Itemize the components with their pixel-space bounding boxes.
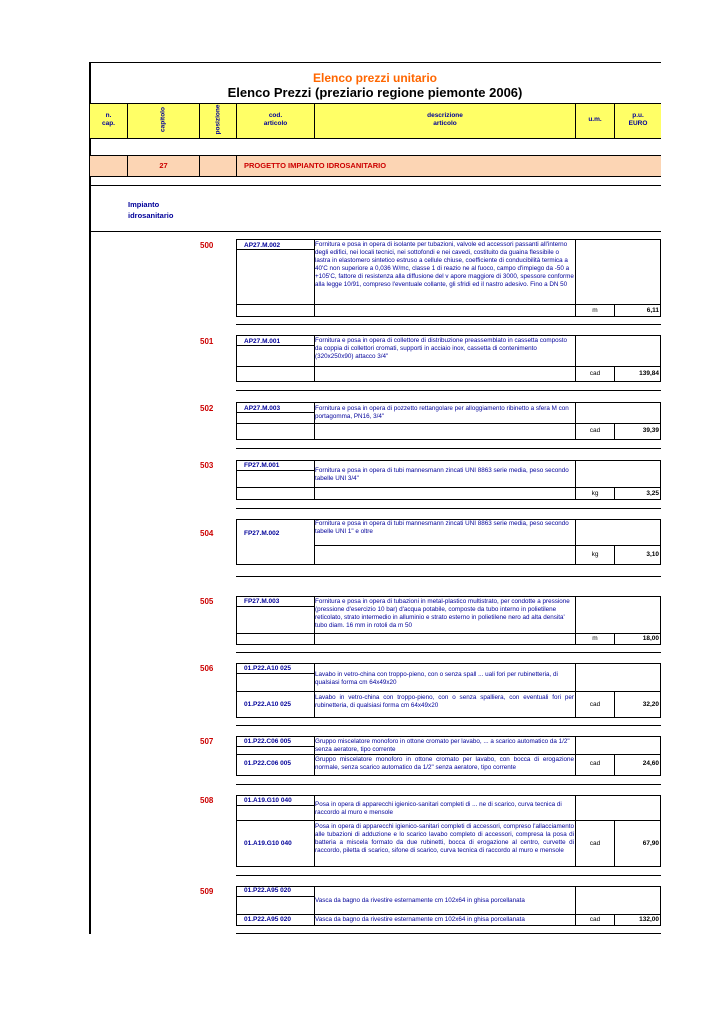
- item-unit: cad: [589, 427, 601, 434]
- row-line: [236, 508, 661, 509]
- item-number: 507: [200, 737, 214, 746]
- item-description: Fornitura e posa in opera di isolante per tubazioni, valvole ed accessori passanti all'interno degli edifici, nei locali tecnici, nei sottofondi e nei cavedi, costituito da guaina flessibile o lastra in elastomero sintetico estruso a cellule chiuse, coefficiente di conducibilità termica a 40'C non superiore a 0,036 W/mc, classe 1 di reazio ne al fuoco, campo d'impiego da -50 a +105'C, fattore di resistenza alla diffusione del v apore maggiore di 3000, spessore conforme alla legge 10/91, compreso l'eventuale collante, gli sfridi ed il nastro adesivo. Fino a DN 50: [315, 241, 574, 289]
- row-line: [236, 746, 314, 747]
- row-line: [236, 933, 661, 934]
- item-description: Fornitura e posa in opera di pozzetto rettangolare per alloggiamento ribinetto a sfera M con portagomma, PN16, 3/4": [315, 405, 569, 421]
- row-line: [236, 487, 661, 488]
- item-code: AP27.M.002: [244, 242, 281, 249]
- item-description: Fornitura e posa in opera di tubi mannesmann zincati UNI 8863 serie media, peso secondo tabelle UNI 3/4": [315, 467, 569, 483]
- col-line: [575, 795, 576, 867]
- row-line: [89, 231, 661, 232]
- item-price: 3,10: [646, 551, 659, 558]
- item-number: 508: [200, 796, 214, 805]
- row-line: [236, 875, 661, 876]
- item-description: Fornitura e posa in opera di collettore di distribuzione preassemblato in cassetta composto da coppia di collettori cromati, supporti in acciaio inox, cassetta di contenimento (320x250x90) attacco 3/4": [315, 337, 568, 361]
- header-cod: cod. articolo: [263, 112, 288, 127]
- row-line: [236, 448, 661, 449]
- header-capitolo: capitolo: [159, 107, 167, 132]
- col-line: [575, 402, 576, 440]
- category-label: Impianto idrosanitario: [128, 200, 174, 220]
- col-line: [575, 736, 576, 776]
- page-top-border: [89, 62, 661, 63]
- row-line: [236, 633, 661, 634]
- item-unit: cad: [589, 840, 601, 847]
- row-line: [236, 725, 661, 726]
- item-price: 132,00: [639, 916, 659, 923]
- item-code: AP27.M.001: [244, 338, 281, 345]
- header-ncap: n. cap.: [101, 112, 115, 127]
- row-line: [236, 249, 314, 250]
- row-line: [236, 324, 661, 325]
- item-code: 01.P22.A10 025: [244, 665, 291, 672]
- item-description: Posa in opera di apparecchi igienico-sanitari completi di accessori, compreso l'allacciamento alle tubazioni di adduzione e lo scarico lavabo completo di accessori, compresa la posa di batteria a miscela formato da due rubinetti, bocca di erogazione al centro, curvette di raccordo, piletta di scarico, sifone di scarico, curva tecnica di raccordo al muro e mensole: [315, 823, 574, 855]
- item-code: FP27.M.003: [244, 598, 280, 605]
- row-line: [236, 652, 661, 653]
- item-code: FP27.M.001: [244, 462, 280, 469]
- item-code: 01.P22.A95 020: [244, 887, 291, 894]
- item-code-detail: 01.P22.C06 005: [244, 760, 291, 767]
- page-subtitle: Elenco Prezzi (preziario regione piemonte 2006): [227, 85, 523, 100]
- row-line: [236, 423, 661, 424]
- item-price: 32,20: [642, 701, 659, 708]
- item-unit: kg: [591, 490, 599, 497]
- item-description-short: Gruppo miscelatore monoforo in ottone cromato per lavabo, ... a scarico automatico da 1/2" senza aeratore, tipo corrente: [315, 738, 570, 754]
- item-unit: cad: [589, 916, 601, 923]
- section-number: 27: [159, 161, 168, 170]
- header-sep: [199, 103, 200, 138]
- item-price: 39,39: [642, 427, 659, 434]
- item-description-short: Vasca da bagno da rivestire esternamente cm 102x64 in ghisa porcellanata: [315, 897, 525, 904]
- row-line: [236, 784, 661, 785]
- item-number: 504: [200, 529, 214, 538]
- section-name: PROGETTO IMPIANTO IDROSANITARIO: [244, 161, 387, 170]
- item-description: Lavabo in vetro-china con troppo-pieno, con o senza spalliera, con eventuali fori per rubinetteria, di qualsiasi forma cm 64x49x20: [315, 694, 574, 710]
- item-code-detail: 01.P22.A95 020: [244, 916, 291, 923]
- row-line: [314, 545, 661, 546]
- row-line: [236, 820, 661, 821]
- item-code-detail: 01.P22.A10 025: [244, 701, 291, 708]
- item-number: 502: [200, 404, 214, 413]
- row-line: [236, 673, 314, 674]
- row-line: [236, 345, 314, 346]
- item-code-detail: 01.A19.G10 040: [244, 840, 292, 847]
- row-line: [236, 412, 314, 413]
- item-code: 01.P22.C06 005: [244, 738, 291, 745]
- item-unit: cad: [589, 701, 601, 708]
- item-price: 67,90: [642, 840, 659, 847]
- item-description-short: Posa in opera di apparecchi igienico-sanitari completi di ... ne di scarico, curva tecnica di raccordo al muro e mensole: [315, 801, 562, 817]
- item-number: 509: [200, 887, 214, 896]
- item-description: Gruppo miscelatore monoforo in ottone cromato per lavabo, con bocca di erogazione normale, senza scarico automatico da 1/2" senza aeratore, tipo corrente: [315, 756, 574, 772]
- header-um: u.m.: [588, 116, 602, 123]
- row-line: [89, 185, 661, 186]
- page-left-border: [89, 62, 91, 934]
- row-line: [236, 304, 661, 305]
- item-description: Vasca da bagno da rivestire esternamente cm 102x64 in ghisa porcellanata: [315, 916, 525, 923]
- row-line: [236, 896, 314, 897]
- page-title: Elenco prezzi unitario: [312, 71, 438, 85]
- item-number: 506: [200, 664, 214, 673]
- row-line: [236, 366, 661, 367]
- item-code: FP27.M.002: [244, 530, 280, 537]
- item-description: Fornitura e posa in opera di tubi mannesmann zincati UNI 8863 serie media, peso secondo tabelle UNI 1" e oltre: [315, 520, 569, 536]
- item-number: 500: [200, 241, 214, 250]
- item-number: 503: [200, 461, 214, 470]
- item-price: 24,60: [642, 760, 659, 767]
- col-line: [575, 519, 576, 565]
- item-unit: cad: [589, 370, 601, 377]
- item-code: AP27.M.003: [244, 405, 281, 412]
- item-number: 501: [200, 337, 214, 346]
- section-sep: [236, 155, 237, 176]
- item-price: 6,11: [646, 307, 659, 314]
- row-line: [236, 691, 661, 692]
- row-line: [236, 606, 314, 607]
- item-code: 01.A19.G10 040: [244, 797, 292, 804]
- col-line: [575, 239, 576, 317]
- item-description-short: Lavabo in vetro-china con troppo-pieno, con o senza spall ... uali fori per rubinetteria, di qualsiasi forma cm 64x49x20: [315, 671, 558, 687]
- row-line: [89, 176, 661, 177]
- item-price: 3,25: [646, 490, 659, 497]
- item-description: Fornitura e posa in opera di tubazioni in metal-plastico multistrato, per condotte a pressione (pressione d'esercizio 10 bar) d'acqua potabile, composte da tubo interno in polietilene reticolato, strato intermedio in alluminio e strato esterno in polietilene nero ad alta densita' tubo diam. 16 mm in rotoli da m 50: [315, 598, 570, 630]
- row-line: [236, 470, 314, 471]
- header-posizione: posizione: [214, 104, 222, 135]
- item-number: 505: [200, 597, 214, 606]
- item-unit: m: [592, 307, 598, 314]
- item-unit: kg: [591, 551, 599, 558]
- row-line: [236, 914, 661, 915]
- header-sep: [127, 103, 128, 138]
- item-unit: cad: [589, 760, 601, 767]
- item-price: 139,84: [639, 370, 659, 377]
- header-descrizione: descrizione articolo: [427, 112, 463, 127]
- header-pu: p.u. EURO: [628, 112, 648, 127]
- item-unit: m: [592, 635, 598, 642]
- section-sep: [199, 155, 200, 176]
- row-line: [236, 805, 314, 806]
- item-price: 18,00: [642, 635, 659, 642]
- header-bottom-line: [89, 138, 661, 139]
- row-line: [236, 576, 661, 577]
- row-line: [236, 390, 661, 391]
